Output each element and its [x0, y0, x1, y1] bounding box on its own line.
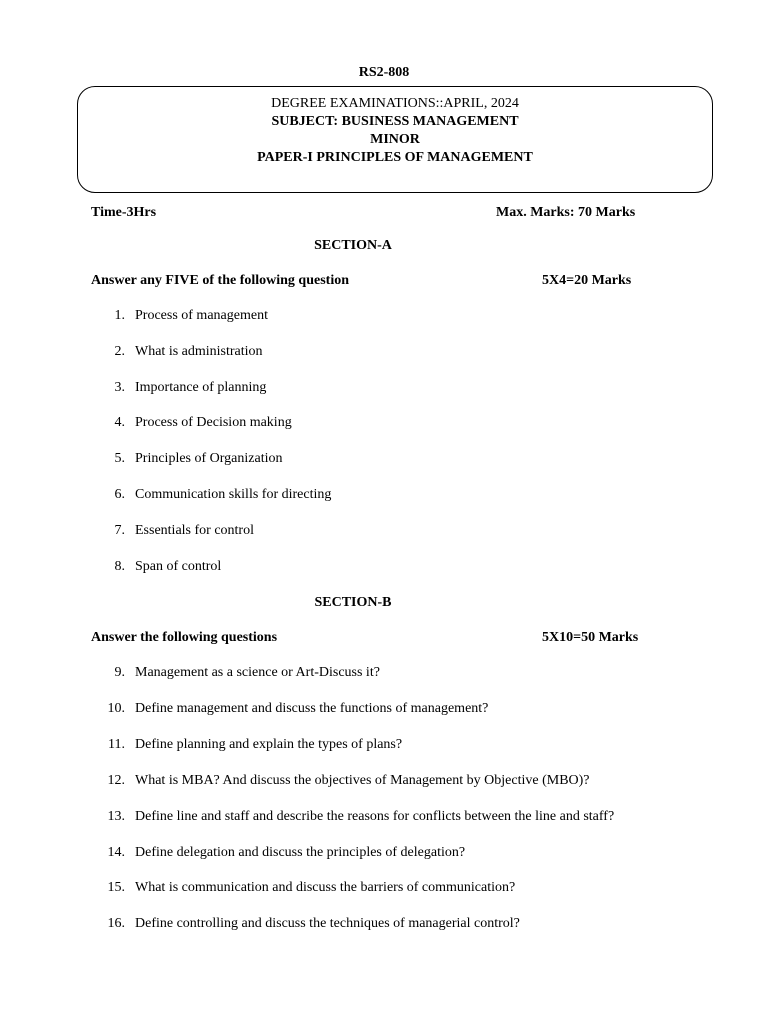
- question-number: 4.: [114, 415, 125, 431]
- max-marks: Max. Marks: 70 Marks: [496, 205, 636, 220]
- question-text: Define controlling and discuss the techniques of managerial control?: [135, 916, 520, 932]
- question-number: 7.: [114, 522, 125, 538]
- question-number: 12.: [107, 772, 125, 788]
- paper-code: RS2-808: [358, 65, 410, 80]
- question-text: Importance of planning: [135, 379, 267, 395]
- question-text: Define delegation and discuss the principles of delegation?: [135, 844, 466, 860]
- question-number: 16.: [107, 916, 125, 932]
- section-b-title: SECTION-B: [314, 595, 392, 610]
- question-text: Span of control: [135, 558, 222, 574]
- question-number: 3.: [114, 379, 125, 395]
- question-number: 15.: [107, 880, 125, 896]
- question-text: Define management and discuss the functions of management?: [135, 700, 489, 716]
- section-b-instruction: Answer the following questions: [91, 630, 278, 645]
- exam-header-box: [77, 86, 713, 193]
- question-text: What is communication and discuss the barriers of communication?: [135, 880, 516, 896]
- question-text: Process of Decision making: [135, 415, 292, 431]
- question-text: Essentials for control: [135, 522, 254, 538]
- question-number: 2.: [114, 343, 125, 359]
- question-number: 8.: [114, 558, 125, 574]
- level-title: MINOR: [370, 132, 420, 147]
- question-number: 11.: [108, 736, 125, 752]
- question-text: Principles of Organization: [135, 451, 283, 467]
- question-number: 1.: [114, 308, 125, 323]
- exam-title: DEGREE EXAMINATIONS::APRIL, 2024: [271, 96, 519, 111]
- question-text: Communication skills for directing: [135, 487, 332, 502]
- question-number: 5.: [114, 451, 125, 467]
- time-allowed: Time-3Hrs: [91, 205, 157, 220]
- question-number: 6.: [114, 487, 125, 502]
- section-a-instruction: Answer any FIVE of the following question: [91, 273, 349, 288]
- question-text: What is administration: [135, 343, 263, 359]
- question-number: 13.: [107, 808, 125, 824]
- subject-title: SUBJECT: BUSINESS MANAGEMENT: [271, 114, 519, 129]
- question-text: Management as a science or Art-Discuss it?: [135, 665, 380, 680]
- paper-title: PAPER-I PRINCIPLES OF MANAGEMENT: [257, 150, 533, 165]
- question-number: 10.: [107, 700, 125, 716]
- section-a-title: SECTION-A: [314, 238, 392, 253]
- question-text: Define planning and explain the types of plans?: [135, 736, 403, 752]
- question-text: Process of management: [135, 308, 268, 323]
- question-number: 9.: [114, 665, 125, 680]
- section-b-marks: 5X10=50 Marks: [542, 630, 639, 645]
- question-number: 14.: [107, 844, 125, 860]
- section-a-marks: 5X4=20 Marks: [542, 273, 632, 288]
- question-text: Define line and staff and describe the reasons for conflicts between the line and staff?: [135, 808, 615, 824]
- question-text: What is MBA? And discuss the objectives of Management by Objective (MBO)?: [135, 772, 590, 788]
